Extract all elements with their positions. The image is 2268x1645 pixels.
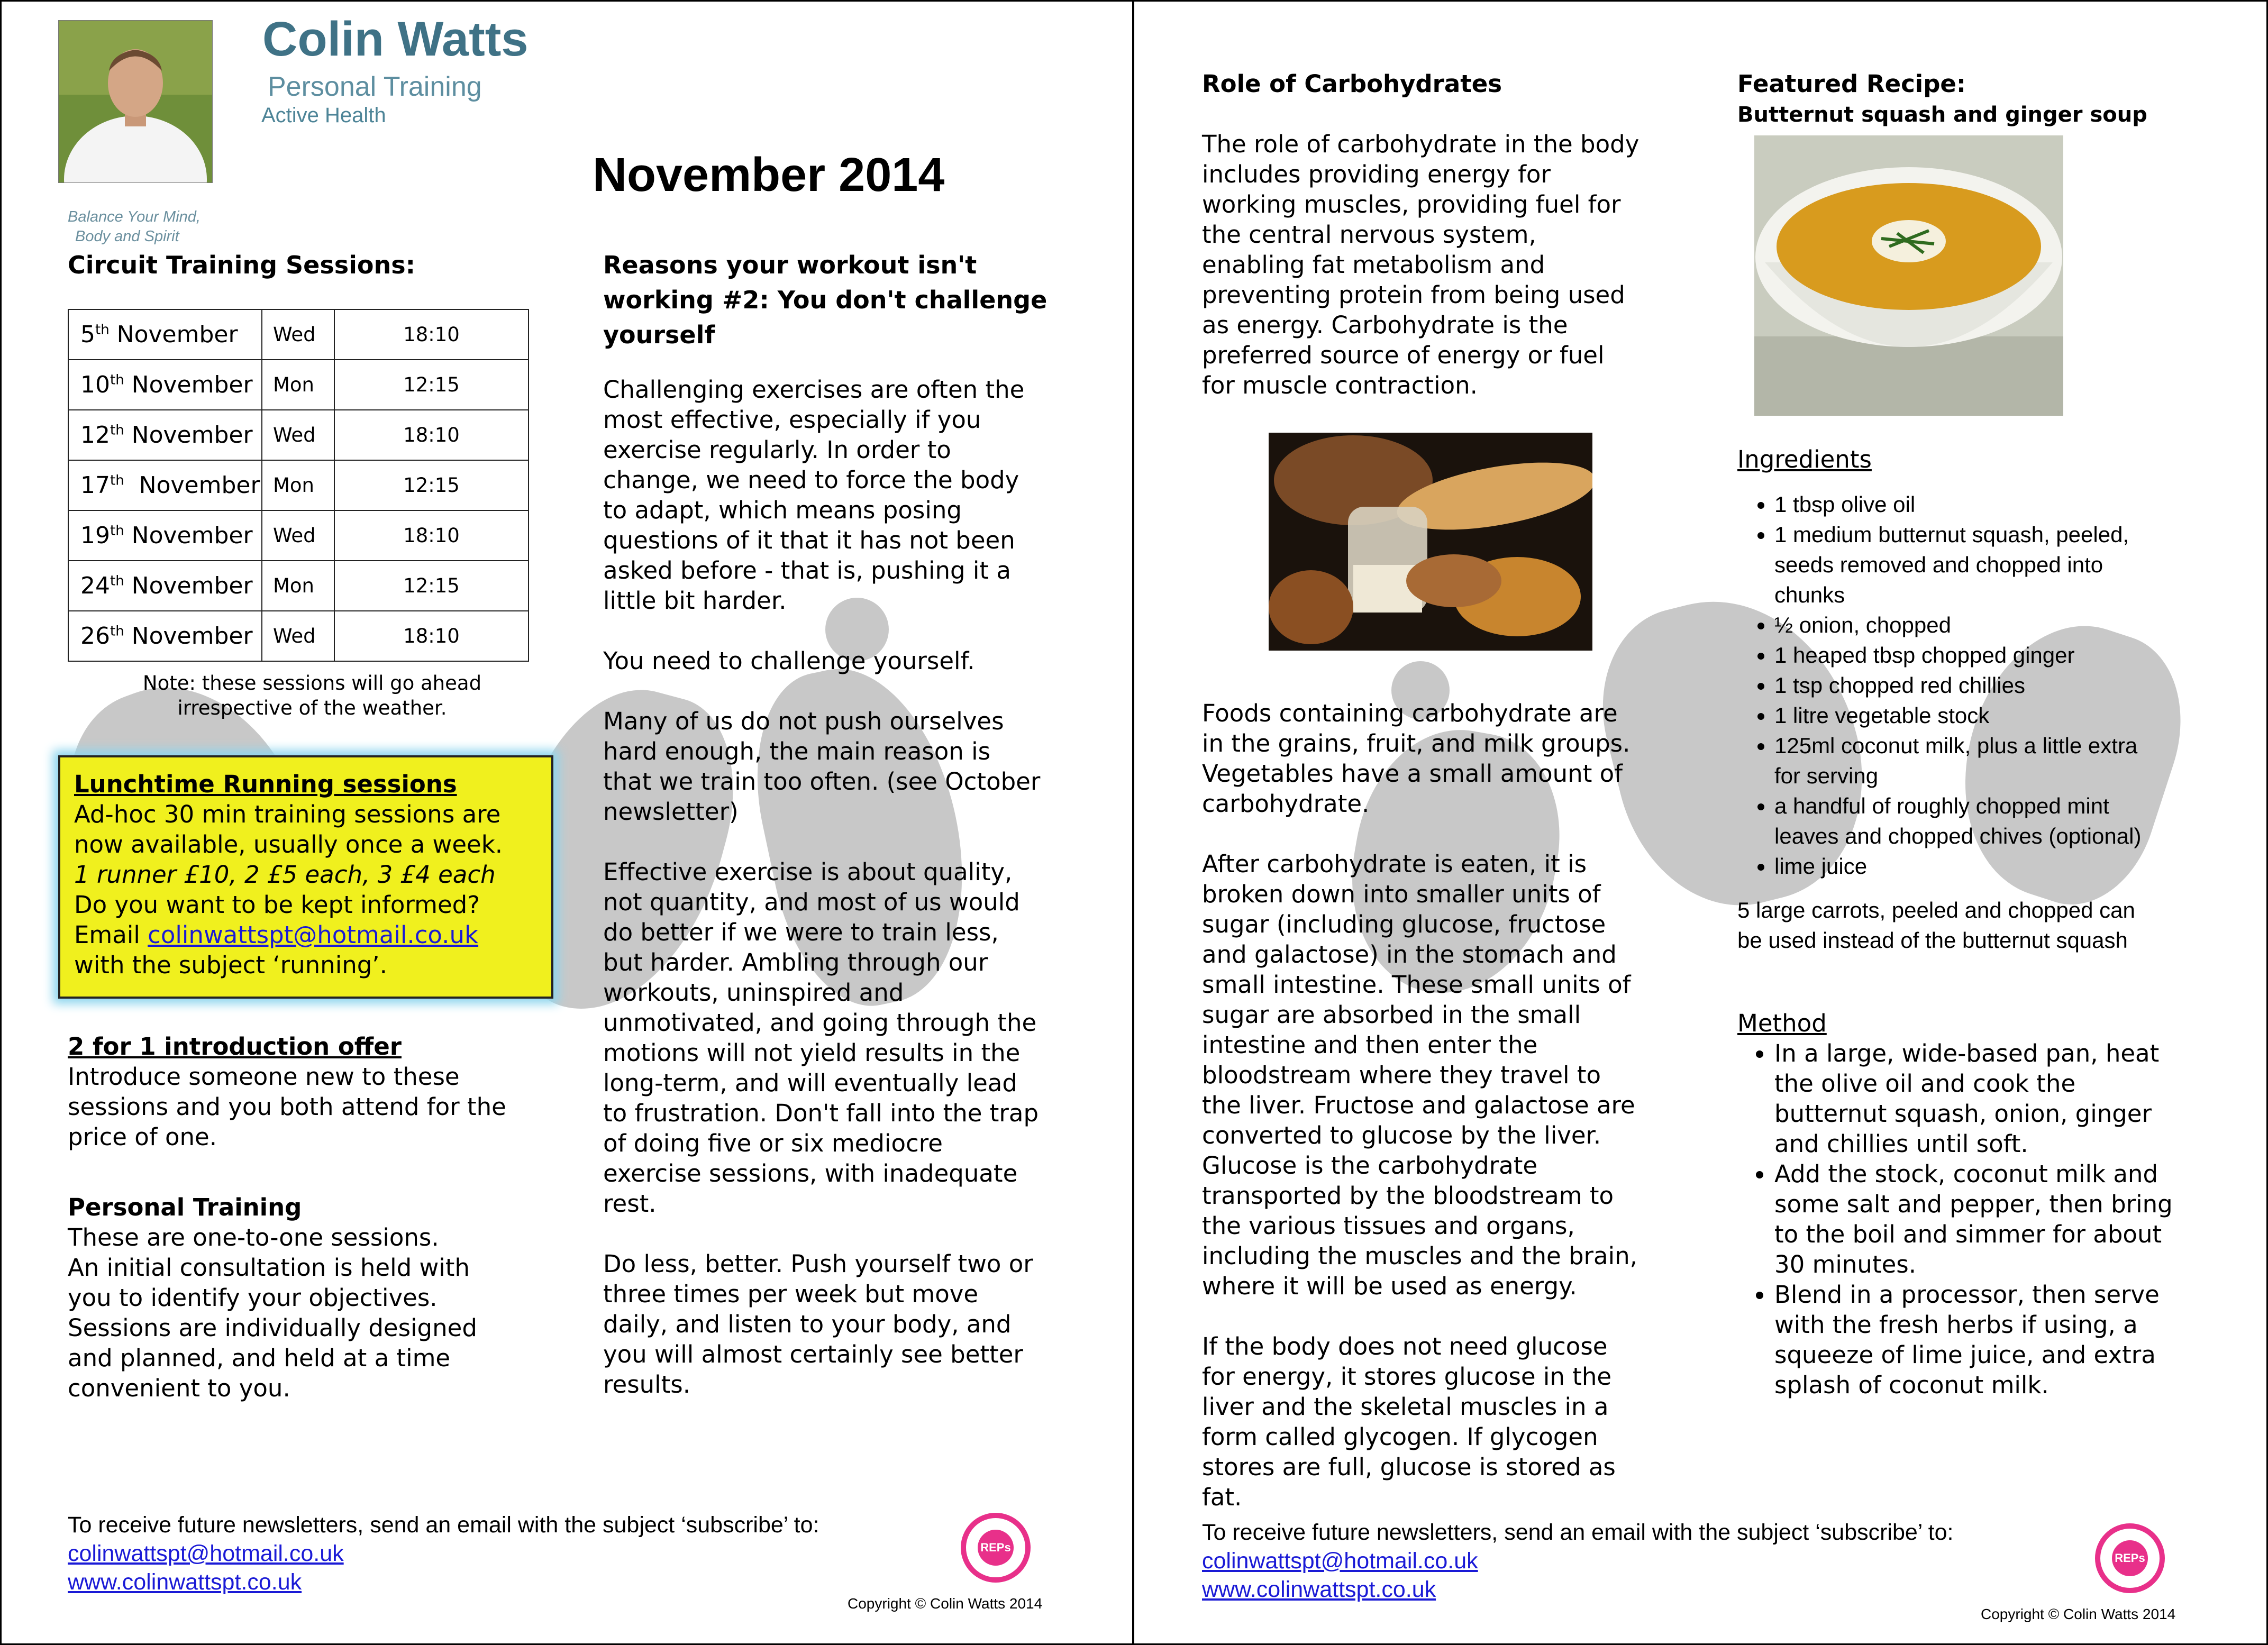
running-email-link[interactable]: colinwattspt@hotmail.co.uk: [148, 921, 479, 949]
ingredient-text: • 1 heaped tbsp chopped ginger: [1774, 643, 2075, 668]
workout-text-line: to frustration. Don't fall into the trap: [603, 1099, 1039, 1127]
carbs-text-line: the various tissues and organs,: [1202, 1212, 1575, 1240]
session-row: [68, 410, 529, 460]
workout-text-line: workouts, uninspired and: [603, 979, 904, 1007]
sessions-table: [68, 309, 529, 662]
session-weekday: Mon: [262, 360, 334, 410]
session-time: 12:15: [334, 460, 529, 510]
brand-name: Colin Watts: [262, 12, 529, 66]
carbs-text-line: Vegetables have a small amount of: [1202, 760, 1623, 788]
carbs-text-line: converted to glucose by the liver.: [1202, 1121, 1601, 1149]
workout-paragraph: [603, 857, 1047, 1219]
session-time: 18:10: [334, 510, 529, 561]
workout-text-line: Do less, better. Push yourself two or: [603, 1250, 1033, 1278]
session-date: [68, 460, 262, 510]
workout-text-line: change, we need to force the body: [603, 466, 1019, 494]
ingredient-text: • a handful of roughly chopped mint: [1774, 793, 2109, 818]
session-month: November: [124, 623, 253, 650]
session-date: [68, 410, 262, 460]
session-day-suffix: th: [110, 623, 124, 639]
carbs-text-line: bloodstream where they travel to: [1202, 1061, 1601, 1089]
method-text: and chillies until soft.: [1774, 1130, 2028, 1158]
session-row: [68, 360, 529, 410]
ingredient-item: [1774, 519, 2235, 610]
session-time: 12:15: [334, 360, 529, 410]
session-weekday: Wed: [262, 410, 334, 460]
carbs-text-line: and galactose) in the stomach and: [1202, 940, 1617, 968]
method-heading: Method: [1737, 1009, 1827, 1037]
session-date: [68, 309, 262, 360]
substitute-line: be used instead of the butternut squash: [1737, 928, 2128, 953]
workout-text-line: most effective, especially if you: [603, 406, 981, 434]
personal-training-section: [68, 1192, 477, 1403]
session-day-suffix: th: [110, 372, 124, 388]
pt-text-line: convenient to you.: [68, 1374, 290, 1402]
session-month: November: [124, 371, 253, 398]
session-date: [68, 611, 262, 661]
ingredient-item: [1774, 730, 2235, 791]
workout-paragraph: [603, 706, 1047, 827]
ingredient-item: [1774, 791, 2235, 851]
session-row: [68, 510, 529, 561]
footer-email-link-right[interactable]: colinwattspt@hotmail.co.uk: [1202, 1548, 1478, 1574]
session-month: November: [124, 472, 260, 499]
circuit-heading: Circuit Training Sessions:: [68, 251, 416, 279]
recipe-name: Butternut squash and ginger soup: [1737, 103, 2147, 127]
ingredient-text: • lime juice: [1774, 854, 1868, 879]
pt-text-line: you to identify your objectives.: [68, 1284, 438, 1312]
pt-text-line: These are one-to-one sessions.: [68, 1223, 439, 1251]
carbs-text-line: where it will be used as energy.: [1202, 1272, 1577, 1300]
workout-text-line: to adapt, which means posing: [603, 496, 962, 524]
ingredient-text: • 125ml coconut milk, plus a little extra: [1774, 733, 2138, 758]
ingredients-section: [1737, 444, 2235, 955]
session-month: November: [124, 572, 253, 599]
carbs-text-line: transported by the bloodstream to: [1202, 1182, 1614, 1210]
pt-text-line: An initial consultation is held with: [68, 1254, 470, 1282]
footer-website-link-right[interactable]: www.colinwattspt.co.uk: [1202, 1577, 1436, 1602]
ingredient-text: chunks: [1774, 582, 1845, 607]
method-text: the olive oil and cook the: [1774, 1070, 2076, 1098]
ingredient-item: [1774, 489, 2235, 519]
session-row: [68, 561, 529, 611]
carbs-text-line: sugar (including glucose, fructose: [1202, 910, 1606, 938]
footer-right: To receive future newsletters, send an email with the subject ‘subscribe’ to: colinwattspt@hotmail.co.uk www.colinwattspt.co.uk: [1202, 1520, 1954, 1602]
soup-image: [1754, 135, 2063, 416]
workout-text-line: three times per week but move: [603, 1280, 979, 1308]
method-text: with the fresh herbs if using, a: [1774, 1311, 2138, 1339]
carbs-text-line: fat.: [1202, 1483, 1242, 1511]
running-prices: 1 runner £10, 2 £5 each, 3 £4 each: [74, 861, 496, 889]
session-day-suffix: th: [110, 573, 124, 589]
method-text: • In a large, wide-based pan, heat: [1774, 1039, 2160, 1067]
carbs-intro-line: includes providing energy for: [1202, 160, 1551, 188]
copyright-left: Copyright © Colin Watts 2014: [848, 1595, 1043, 1612]
ingredient-text: • ½ onion, chopped: [1774, 613, 1951, 637]
portrait-image: [59, 21, 212, 182]
carbs-text-line: stores are full, glucose is stored as: [1202, 1453, 1616, 1481]
session-weekday: Wed: [262, 510, 334, 561]
carbs-text-line: in the grains, fruit, and milk groups.: [1202, 729, 1631, 757]
carbs-text-line: small intestine. These small units of: [1202, 971, 1631, 999]
workout-paragraph: [603, 374, 1047, 616]
workout-text-line: daily, and listen to your body, and: [603, 1310, 1012, 1338]
method-step: [1774, 1280, 2235, 1400]
ingredient-text: • 1 tbsp olive oil: [1774, 492, 1916, 517]
workout-heading-line: yourself: [603, 321, 715, 349]
sessions-note: Note: these sessions will go ahead irrespective of the weather.: [142, 672, 482, 719]
session-day-suffix: th: [110, 523, 124, 539]
session-row: [68, 309, 529, 360]
method-text: squeeze of lime juice, and extra: [1774, 1341, 2156, 1369]
method-step: [1774, 1038, 2235, 1159]
ingredient-text: • 1 litre vegetable stock: [1774, 703, 1990, 728]
workout-text-line: hard enough, the main reason is: [603, 737, 991, 765]
carbs-text-line: carbohydrate.: [1202, 790, 1370, 818]
workout-text-line: newsletter): [603, 798, 739, 826]
ingredient-text: for serving: [1774, 763, 1879, 788]
workout-text-line: Challenging exercises are often the: [603, 376, 1025, 404]
session-day: 10: [80, 371, 110, 398]
offer-section: 2 for 1 introduction offer Introduce someone new to these sessions and you both attend for the price of one.: [68, 1032, 506, 1151]
method-step: [1774, 1159, 2235, 1280]
workout-text-line: Effective exercise is about quality,: [603, 858, 1013, 886]
carbs-heading: Role of Carbohydrates: [1202, 70, 1502, 98]
workout-text-line: Many of us do not push ourselves: [603, 707, 1004, 735]
session-month: November: [124, 522, 253, 549]
carbs-intro-line: working muscles, providing fuel for: [1202, 190, 1621, 218]
footer-left: To receive future newsletters, send an email with the subject ‘subscribe’ to: colinwattspt@hotmail.co.uk www.colinwattspt.co.uk: [68, 1512, 819, 1595]
carbs-text-line: the liver. Fructose and galactose are: [1202, 1091, 1635, 1119]
workout-text-line: long-term, and will eventually lead: [603, 1069, 1017, 1097]
ingredient-text: seeds removed and chopped into: [1774, 552, 2103, 577]
carbs-text-line: form called glycogen. If glycogen: [1202, 1423, 1598, 1451]
reps-badge: REPs: [961, 1513, 1031, 1583]
carbs-text-line: intestine and then enter the: [1202, 1031, 1538, 1059]
workout-heading-line: Reasons your workout isn't: [603, 251, 977, 279]
workout-text-line: not quantity, and most of us would: [603, 888, 1020, 916]
recipe-heading: Featured Recipe:: [1737, 70, 1966, 98]
session-date: [68, 360, 262, 410]
footer-email-link[interactable]: colinwattspt@hotmail.co.uk: [68, 1541, 344, 1566]
session-day-suffix: th: [110, 472, 124, 489]
session-weekday: Mon: [262, 460, 334, 510]
carbs-text-line: broken down into smaller units of: [1202, 880, 1601, 908]
method-text: splash of coconut milk.: [1774, 1371, 2049, 1399]
workout-text-line: unmotivated, and going through the: [603, 1009, 1037, 1037]
method-text: 30 minutes.: [1774, 1250, 1917, 1278]
ingredient-item: [1774, 640, 2235, 670]
carbs-intro-line: The role of carbohydrate in the body: [1202, 130, 1639, 158]
carbs-intro-line: preferred source of energy or fuel: [1202, 341, 1605, 369]
session-month: November: [124, 422, 253, 449]
carbs-text-line: If the body does not need glucose: [1202, 1332, 1608, 1360]
session-weekday: Wed: [262, 611, 334, 661]
carbs-intro-line: preventing protein from being used: [1202, 281, 1625, 309]
pt-heading: Personal Training: [68, 1193, 302, 1221]
workout-text-line: questions of it that it has not been: [603, 526, 1015, 554]
session-date: [68, 561, 262, 611]
ingredient-text: leaves and chopped chives (optional): [1774, 824, 2142, 848]
workout-text-line: little bit harder.: [603, 587, 787, 615]
running-heading: Lunchtime Running sessions: [74, 770, 457, 798]
carbs-text-line: sugar are absorbed in the small: [1202, 1001, 1581, 1029]
workout-text-line: You need to challenge yourself.: [603, 647, 975, 675]
session-day-suffix: th: [110, 422, 124, 438]
workout-paragraph: [603, 646, 1047, 676]
session-day: 24: [80, 572, 110, 599]
recipe-section: [1737, 69, 2147, 131]
ingredient-item: [1774, 670, 2235, 700]
session-row: [68, 460, 529, 510]
carbs-text-line: Foods containing carbohydrate are: [1202, 699, 1618, 727]
reps-badge-right: REPs: [2095, 1523, 2165, 1593]
profile-photo: [58, 20, 213, 183]
session-time: 12:15: [334, 561, 529, 611]
bread-image: [1269, 433, 1592, 651]
workout-text-line: of doing five or six mediocre: [603, 1129, 943, 1157]
session-weekday: Mon: [262, 561, 334, 611]
workout-section: [603, 248, 1047, 1430]
carbs-text-line: After carbohydrate is eaten, it is: [1202, 850, 1587, 878]
workout-text-line: exercise regularly. In order to: [603, 436, 951, 464]
method-text: to the boil and simmer for about: [1774, 1220, 2162, 1248]
session-day: 5: [80, 321, 95, 348]
session-weekday: Wed: [262, 309, 334, 360]
carbs-text-line: for energy, it stores glucose in the: [1202, 1363, 1612, 1391]
substitute-line: 5 large carrots, peeled and chopped can: [1737, 898, 2135, 922]
workout-text-line: do better if we were to train less,: [603, 918, 999, 946]
page-divider: [1132, 0, 1134, 1645]
carbs-body: [1202, 698, 1637, 1512]
ingredient-item: [1774, 700, 2235, 730]
workout-paragraph: [603, 1249, 1047, 1400]
workout-text-line: motions will not yield results in the: [603, 1039, 1021, 1067]
ingredient-text: • 1 tsp chopped red chillies: [1774, 673, 2025, 698]
session-time: 18:10: [334, 410, 529, 460]
workout-text-line: results.: [603, 1370, 691, 1399]
session-time: 18:10: [334, 611, 529, 661]
session-day-suffix: th: [95, 322, 110, 338]
running-box: Lunchtime Running sessions Ad-hoc 30 min training sessions are now available, usually once a week. 1 runner £10, 2 £5 each, 3 £4 each Do you want to be kept informed? Email colinwattspt@hotmail.co.uk with the subject ‘running’.: [58, 755, 553, 999]
ingredient-item: [1774, 851, 2235, 881]
workout-text-line: rest.: [603, 1190, 657, 1218]
footer-website-link[interactable]: www.colinwattspt.co.uk: [68, 1569, 302, 1595]
carbs-intro-line: as energy. Carbohydrate is the: [1202, 311, 1568, 339]
workout-text-line: but harder. Ambling through our: [603, 948, 988, 976]
method-text: • Add the stock, coconut milk and: [1774, 1160, 2158, 1188]
carbs-text-line: liver and the skeletal muscles in a: [1202, 1393, 1609, 1421]
carbs-intro-line: for muscle contraction.: [1202, 371, 1478, 399]
pt-text-line: Sessions are individually designed: [68, 1314, 477, 1342]
session-day: 26: [80, 623, 110, 650]
ingredients-heading: Ingredients: [1737, 445, 1872, 473]
copyright-right: Copyright © Colin Watts 2014: [1981, 1606, 2176, 1622]
carbs-section: [1202, 69, 1639, 400]
method-text: some salt and pepper, then bring: [1774, 1190, 2173, 1218]
brand-subtitle-2: Active Health: [261, 104, 386, 127]
pt-text-line: and planned, and held at a time: [68, 1344, 451, 1372]
offer-heading: 2 for 1 introduction offer: [68, 1032, 402, 1061]
brand-tagline: Balance Your Mind, Body and Spirit: [68, 208, 201, 245]
session-day: 12: [80, 422, 110, 449]
ingredient-text: • 1 medium butternut squash, peeled,: [1774, 522, 2129, 547]
brand-subtitle: Personal Training: [268, 71, 482, 102]
workout-heading-line: working #2: You don't challenge: [603, 286, 1048, 314]
carbs-text-line: including the muscles and the brain,: [1202, 1242, 1637, 1270]
session-time: 18:10: [334, 309, 529, 360]
session-month: November: [109, 321, 238, 348]
workout-text-line: asked before - that is, pushing it a: [603, 556, 1011, 584]
workout-text-line: you will almost certainly see better: [603, 1340, 1023, 1368]
session-day: 19: [80, 522, 110, 549]
method-text: • Blend in a processor, then serve: [1774, 1281, 2160, 1309]
carbs-text-line: Glucose is the carbohydrate: [1202, 1152, 1538, 1180]
session-date: [68, 510, 262, 561]
session-day: 17: [80, 472, 110, 499]
workout-text-line: that we train too often. (see October: [603, 767, 1041, 796]
session-row: [68, 611, 529, 661]
newsletter-month: November 2014: [593, 149, 945, 202]
carbs-intro-line: enabling fat metabolism and: [1202, 251, 1545, 279]
method-text: butternut squash, onion, ginger: [1774, 1100, 2152, 1128]
ingredient-item: [1774, 610, 2235, 640]
method-section: [1737, 1008, 2235, 1400]
workout-text-line: exercise sessions, with inadequate: [603, 1159, 1018, 1187]
carbs-intro-line: the central nervous system,: [1202, 221, 1536, 249]
